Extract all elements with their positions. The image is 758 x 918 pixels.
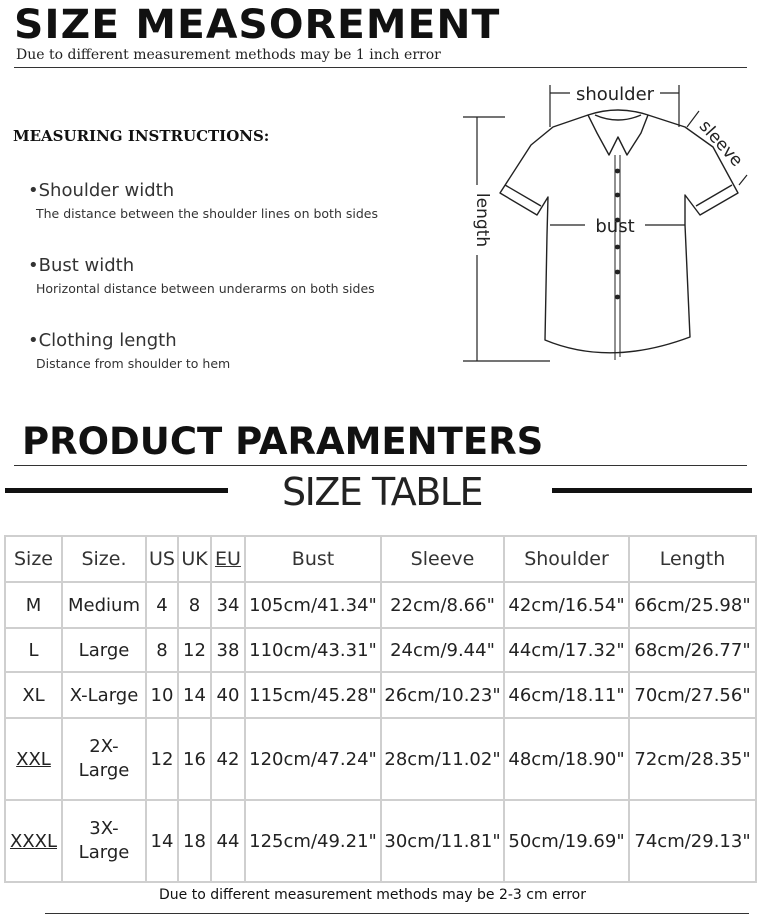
table-cell: 38: [211, 628, 245, 672]
table-cell: 30cm/11.81": [381, 800, 504, 882]
bust-label: bust: [595, 216, 635, 237]
table-cell: 3X- Large: [62, 800, 146, 882]
header-divider: [14, 67, 747, 68]
clothing-length-desc: Distance from shoulder to hem: [36, 356, 231, 371]
table-cell: M: [5, 582, 62, 628]
table-cell: 24cm/9.44": [381, 628, 504, 672]
table-row: [5, 718, 756, 800]
table-cell: 22cm/8.66": [381, 582, 504, 628]
table-cell: 14: [146, 800, 178, 882]
table-cell: 44: [211, 800, 245, 882]
shoulder-width-label: •Shoulder width: [28, 180, 175, 201]
table-error-note: Due to different measurement methods may be 2-3 cm error: [159, 887, 586, 903]
table-header-cell: EU: [211, 536, 245, 582]
table-cell: 50cm/19.69": [504, 800, 629, 882]
table-cell: 115cm/45.28": [245, 672, 381, 718]
shoulder-label: shoulder: [575, 84, 655, 105]
table-cell: 42cm/16.54": [504, 582, 629, 628]
table-header-cell: Length: [629, 536, 756, 582]
size-table: [4, 535, 757, 883]
table-cell: Large: [62, 628, 146, 672]
measuring-instructions-title: MEASURING INSTRUCTIONS:: [13, 127, 270, 145]
bust-width-desc: Horizontal distance between underarms on both sides: [36, 281, 375, 296]
table-cell: 8: [146, 628, 178, 672]
table-cell: 26cm/10.23": [381, 672, 504, 718]
table-cell: 68cm/26.77": [629, 628, 756, 672]
table-cell: XXL: [5, 718, 62, 800]
footer-divider: [45, 913, 749, 914]
shirt-measurement-diagram: [455, 75, 755, 375]
table-header-cell: Sleeve: [381, 536, 504, 582]
shoulder-width-desc: The distance between the shoulder lines on both sides: [36, 206, 378, 221]
table-cell: 120cm/47.24": [245, 718, 381, 800]
table-cell: 72cm/28.35": [629, 718, 756, 800]
table-cell: 46cm/18.11": [504, 672, 629, 718]
table-header-cell: UK: [178, 536, 211, 582]
table-header-cell: Shoulder: [504, 536, 629, 582]
table-cell: 4: [146, 582, 178, 628]
table-cell: 34: [211, 582, 245, 628]
table-cell: 48cm/18.90": [504, 718, 629, 800]
table-cell: L: [5, 628, 62, 672]
table-row: [5, 672, 756, 718]
table-cell: 105cm/41.34": [245, 582, 381, 628]
table-cell: 8: [178, 582, 211, 628]
table-cell: 18: [178, 800, 211, 882]
table-row: [5, 582, 756, 628]
table-cell: XXXL: [5, 800, 62, 882]
size-table-bar-right: [552, 488, 752, 493]
table-header-cell: Size.: [62, 536, 146, 582]
size-table-bar-left: [5, 488, 228, 493]
table-header-cell: Size: [5, 536, 62, 582]
table-cell: 14: [178, 672, 211, 718]
table-cell: 44cm/17.32": [504, 628, 629, 672]
table-cell: 10: [146, 672, 178, 718]
measurement-error-note: Due to different measurement methods may be 1 inch error: [16, 47, 441, 63]
table-cell: XL: [5, 672, 62, 718]
table-header-cell: Bust: [245, 536, 381, 582]
table-cell: 28cm/11.02": [381, 718, 504, 800]
table-cell: 110cm/43.31": [245, 628, 381, 672]
table-cell: 40: [211, 672, 245, 718]
table-header-row: [5, 536, 756, 582]
table-cell: 2X- Large: [62, 718, 146, 800]
table-cell: X-Large: [62, 672, 146, 718]
table-cell: 125cm/49.21": [245, 800, 381, 882]
table-cell: 66cm/25.98": [629, 582, 756, 628]
table-cell: 16: [178, 718, 211, 800]
table-cell: 70cm/27.56": [629, 672, 756, 718]
table-cell: 42: [211, 718, 245, 800]
bust-width-label: •Bust width: [28, 255, 135, 276]
table-row: [5, 628, 756, 672]
length-label: length: [472, 192, 492, 248]
size-table-label: SIZE TABLE: [282, 470, 482, 514]
table-cell: Medium: [62, 582, 146, 628]
table-row: [5, 800, 756, 882]
table-cell: 12: [146, 718, 178, 800]
product-divider: [14, 465, 747, 466]
clothing-length-label: •Clothing length: [28, 330, 177, 351]
size-measurement-title: SIZE MEASOREMENT: [14, 2, 501, 48]
table-header-cell: US: [146, 536, 178, 582]
product-parameters-title: PRODUCT PARAMENTERS: [22, 420, 544, 463]
table-cell: 74cm/29.13": [629, 800, 756, 882]
table-cell: 12: [178, 628, 211, 672]
sleeve-label: sleeve: [694, 116, 747, 171]
